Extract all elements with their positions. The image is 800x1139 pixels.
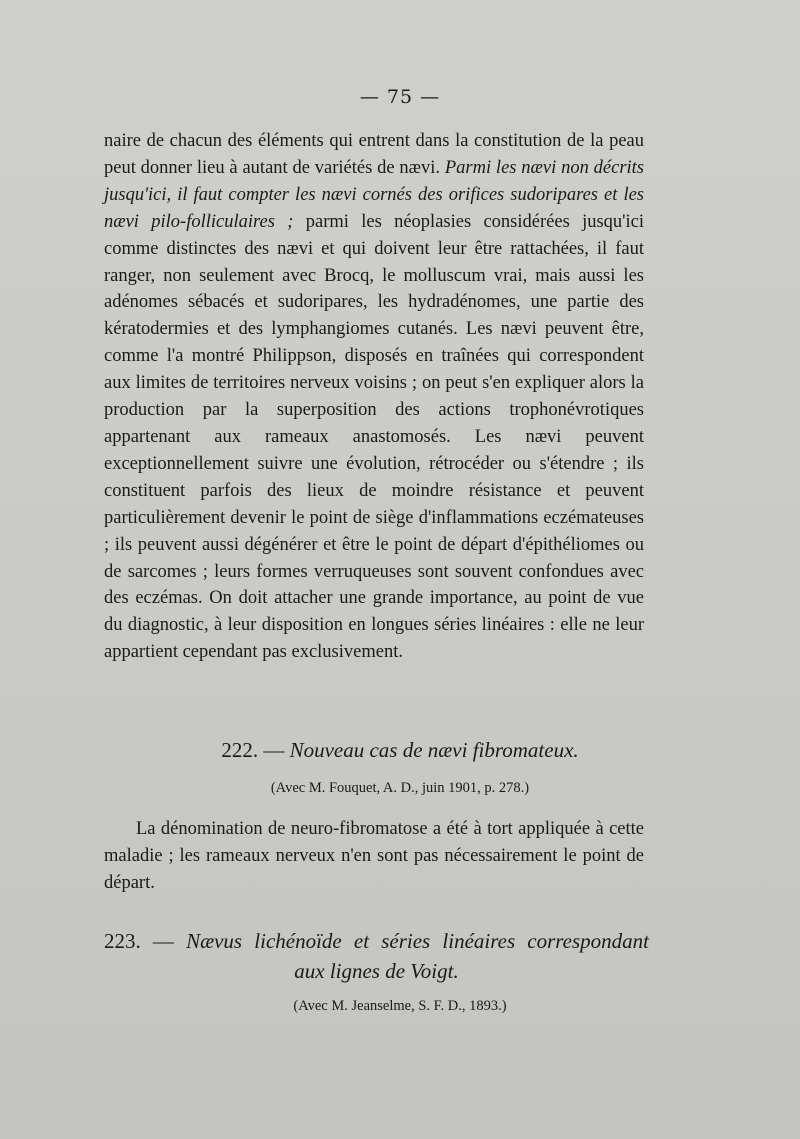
section-223-title-line1: Nævus lichénoïde et séries linéaires correspondant	[186, 929, 649, 953]
section-222-body: La dénomination de neuro-fibromatose a été à tort appliquée à cette maladie ; les rameaux nerveux n'en sont pas nécessairement le point de départ.	[104, 819, 644, 893]
page-number: — 75 —	[359, 86, 441, 108]
paragraph-italic-text: Parmi les nævi non décrits jusqu'ici, il faut compter les nævi cornés des orifices sudoripares et les nævi pilo-folliculaires ;	[104, 157, 644, 232]
body-paragraph	[104, 128, 644, 666]
paragraph-text-rest: parmi les néoplasies considérées jusqu'ici comme distinctes des nævi et qui doivent leur être rattachées, il faut ranger, non seulement avec Brocq, le molluscum vrai, mais aussi les adénomes sébacés et sudoripares, les hydradénomes, une partie des kératodermies et des lymphangiomes cutanés. Les nævi peuvent être, comme l'a montré Philippson, disposés en traînées qui correspondent aux limites de territoires nerveux voisins ; on peut s'en expliquer alors la production par la superposition des actions trophonévrotiques appartenant aux rameaux anastomosés. Les nævi peuvent exceptionnellement suivre une évolution, rétrocéder ou s'étendre ; ils constituent parfois des lieux de moindre résistance et peuvent particulièrement devenir le point de siège d'inflammations eczémateuses ; ils peuvent aussi dégénérer et être le point de départ d'épithéliomes ou de sarcomes ; leurs formes verruqueuses sont souvent confondues avec des eczémas. On doit attacher une grande importance, au point de vue du diagnostic, à leur disposition en longues séries linéaires : elle ne leur appartient cependant pas exclusivement.	[104, 211, 645, 663]
section-223-heading	[104, 926, 649, 986]
section-223-title-line2: aux lignes de Voigt.	[294, 959, 459, 983]
section-222-number: 222. —	[221, 738, 290, 762]
paragraph-text-start: naire de chacun des éléments qui entrent dans la constitution de la peau peut donner lieu à autant de variétés de nævi.	[104, 131, 644, 178]
section-222-title: Nouveau cas de nævi fibromateux.	[289, 738, 579, 762]
section-222-heading	[0, 738, 800, 763]
section-223-number: 223. —	[104, 929, 187, 953]
section-222-reference: (Avec M. Fouquet, A. D., juin 1901, p. 278.)	[270, 780, 530, 796]
section-222-text	[104, 816, 644, 897]
section-223-reference: (Avec M. Jeanselme, S. F. D., 1893.)	[293, 998, 507, 1014]
